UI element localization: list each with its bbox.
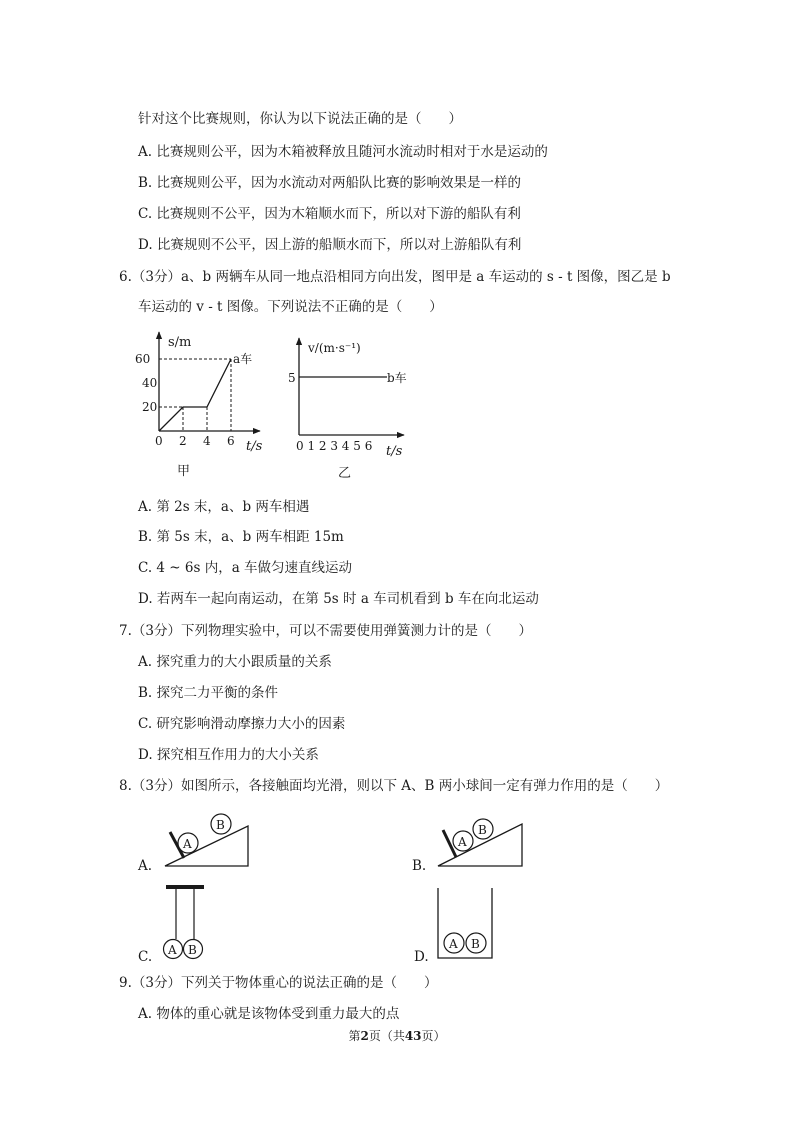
graph-b bbox=[282, 330, 422, 485]
q5-option-a: A. 比赛规则公平，因为木箱被释放且随河水流动时相对于水是运动的 bbox=[138, 144, 548, 160]
graph-b-xticks: 0 1 2 3 4 5 6 bbox=[296, 439, 373, 453]
q7-option-a: A. 探究重力的大小跟质量的关系 bbox=[138, 654, 332, 670]
q5-stem: 针对这个比赛规则，你认为以下说法正确的是（ ） bbox=[138, 111, 462, 127]
graph-a-ytick-60: 60 bbox=[135, 352, 151, 366]
ball-a-a-label: A bbox=[183, 837, 192, 851]
ball-a-b-label: B bbox=[216, 818, 225, 832]
graph-a-xlabel: t/s bbox=[246, 439, 263, 454]
graph-b-series-label: b车 bbox=[387, 371, 407, 385]
footer-mid: 页（共 bbox=[368, 1029, 405, 1043]
graph-a-ytick-40: 40 bbox=[142, 376, 158, 390]
q8-option-a-label: A. bbox=[138, 858, 153, 874]
q5-option-c: C. 比赛规则不公平，因为木箱顺水而下，所以对下游的船队有利 bbox=[138, 206, 521, 222]
graph-b-ylabel: v/(m·s⁻¹) bbox=[308, 341, 361, 355]
footer-prefix: 第 bbox=[348, 1029, 361, 1043]
footer-suffix: 页） bbox=[421, 1029, 446, 1043]
graph-a-caption: 甲 bbox=[177, 464, 191, 479]
q6-stem-line1: 6.（3分）a、b 两辆车从同一地点沿相同方向出发，图甲是 a 车运动的 s - t 图像，图乙是 b bbox=[119, 269, 671, 285]
q5-option-b: B. 比赛规则公平，因为水流动对两船队比赛的影响效果是一样的 bbox=[138, 175, 522, 191]
graph-a-xtick-0: 0 bbox=[155, 434, 163, 448]
q8-figure-a bbox=[160, 810, 255, 872]
q7-option-d: D. 探究相互作用力的大小关系 bbox=[138, 747, 319, 763]
q8-option-d-label: D. bbox=[414, 949, 429, 965]
graph-a-series-line bbox=[159, 359, 231, 431]
q8-stem: 8.（3分）如图所示，各接触面均光滑，则以下 A、B 两小球间一定有弹力作用的是（ ） bbox=[119, 778, 669, 794]
q9-stem: 9.（3分）下列关于物体重心的说法正确的是（ ） bbox=[119, 975, 438, 991]
graph-a-xtick-2: 2 bbox=[179, 434, 187, 448]
graph-a-series-label: a车 bbox=[233, 352, 253, 366]
graph-a-xtick-6: 6 bbox=[227, 434, 235, 448]
q7-stem: 7.（3分）下列物理实验中，可以不需要使用弹簧测力计的是（ ） bbox=[119, 623, 532, 639]
q8-figure-b bbox=[436, 812, 531, 872]
ball-c-a-label: A bbox=[168, 943, 177, 957]
q5-option-d: D. 比赛规则不公平，因上游的船顺水而下，所以对上游船队有利 bbox=[138, 237, 522, 253]
q6-option-d: D. 若两车一起向南运动，在第 5s 时 a 车司机看到 b 车在向北运动 bbox=[138, 591, 539, 607]
ball-d-b-label: B bbox=[471, 937, 480, 951]
ball-b-b-label: B bbox=[478, 823, 487, 837]
q8-option-c-label: C. bbox=[138, 949, 153, 965]
q6-stem-line2: 车运动的 v - t 图像。下列说法不正确的是（ ） bbox=[138, 299, 443, 315]
ball-b-a-label: A bbox=[458, 835, 467, 849]
graph-a bbox=[135, 330, 275, 480]
q6-option-a: A. 第 2s 末，a、b 两车相遇 bbox=[138, 499, 310, 515]
graph-a-xtick-4: 4 bbox=[203, 434, 211, 448]
q6-option-c: C. 4 ~ 6s 内，a 车做匀速直线运动 bbox=[138, 560, 353, 576]
q9-option-a: A. 物体的重心就是该物体受到重力最大的点 bbox=[138, 1006, 400, 1022]
graph-b-caption: 乙 bbox=[338, 466, 352, 481]
q7-option-c: C. 研究影响滑动摩擦力大小的因素 bbox=[138, 716, 346, 732]
ball-d-a-label: A bbox=[449, 937, 458, 951]
q8-option-b-label: B. bbox=[412, 858, 427, 874]
page-footer bbox=[0, 1027, 794, 1044]
footer-page-number: 2 bbox=[360, 1029, 369, 1043]
q8-figure-d bbox=[436, 886, 496, 962]
ball-c-b-label: B bbox=[188, 943, 197, 957]
graph-b-ytick-5: 5 bbox=[288, 371, 296, 385]
q6-option-b: B. 第 5s 末，a、b 两车相距 15m bbox=[138, 529, 344, 545]
graph-a-ylabel: s/m bbox=[168, 335, 192, 350]
footer-total-pages: 43 bbox=[404, 1029, 422, 1043]
graph-b-xlabel: t/s bbox=[386, 444, 403, 459]
q8-figure-c bbox=[158, 880, 208, 965]
graph-a-ytick-20: 20 bbox=[142, 400, 158, 414]
q7-option-b: B. 探究二力平衡的条件 bbox=[138, 685, 279, 701]
